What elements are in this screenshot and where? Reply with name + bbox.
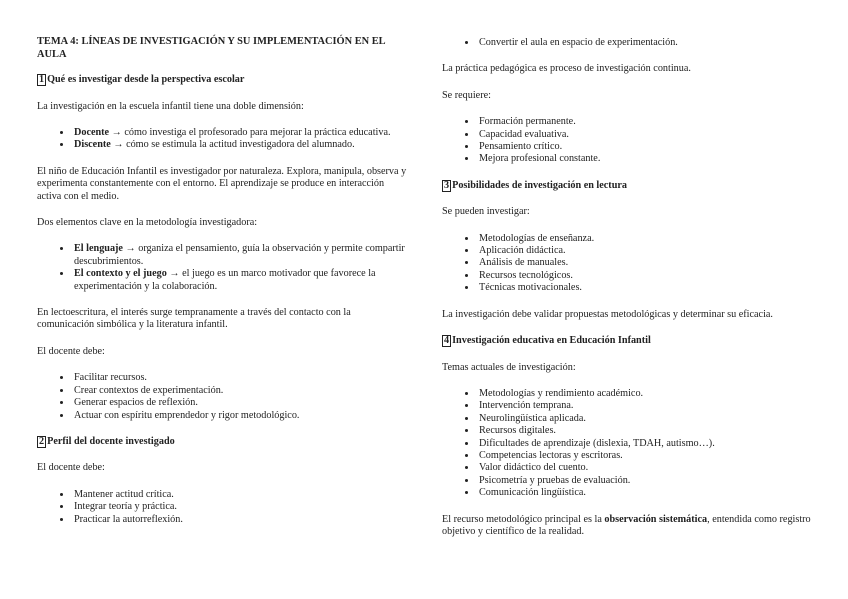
section-4-closing — [442, 514, 822, 539]
section-1-heading-text: Qué es investigar desde la perspectiva escolar — [47, 74, 245, 86]
section-number-4: 4 — [444, 335, 450, 347]
section-3-heading-text: Posibilidades de investigación en lectura — [452, 179, 627, 191]
section-1-paragraph: En lectoescritura, el interés surge tempranamente a través del contacto con la comunicación simbólica y la literatura infantil. — [37, 307, 351, 331]
section-4-heading — [442, 335, 822, 347]
list-item: • Psicometría y pruebas de evaluación. — [477, 475, 822, 487]
section-3-paragraph: La investigación debe validar propuestas metodológicas y determinar su eficacia. — [442, 308, 773, 320]
list-item: • Mantener actitud crítica. — [72, 489, 407, 501]
list-item: • Mejora profesional constante. — [477, 153, 822, 165]
elements-list — [37, 243, 407, 293]
list-item: • Crear contextos de experimentación. — [72, 385, 407, 397]
section-2-paragraph: La práctica pedagógica es proceso de investigación continua. — [442, 63, 691, 75]
teacher-profile-list — [37, 489, 407, 526]
list-item: • Metodologías y rendimiento académico. — [477, 388, 822, 400]
list-item: • Neurolingüística aplicada. — [477, 413, 822, 425]
list-item: • Competencias lectoras y escritoras. — [477, 450, 822, 462]
description: → el juego es un marco motivador que favorece la experimentación y la colaboración. — [74, 268, 376, 292]
section-number-3: 3 — [444, 180, 450, 192]
list-item: • Formación permanente. — [477, 116, 822, 128]
list-item: • Recursos digitales. — [477, 425, 822, 437]
closing-text: , entendida como registro objetivo y científico de la realidad. — [442, 513, 811, 537]
description: → organiza el pensamiento, guía la observación y permite compartir descubrimientos. — [74, 243, 405, 267]
list-item: • Análisis de manuales. — [477, 257, 822, 269]
term: El contexto y el juego — [74, 268, 167, 280]
closing-text: El recurso metodológico principal es la — [442, 513, 605, 525]
teacher-profile-list-continued — [442, 37, 822, 49]
list-item: • Técnicas motivacionales. — [477, 282, 822, 294]
list-item — [72, 139, 407, 151]
term: Discente — [74, 139, 111, 151]
requirements-list — [442, 116, 822, 166]
list-item — [72, 243, 407, 268]
list-item: • Recursos tecnológicos. — [477, 270, 822, 282]
list-item: • Pensamiento crítico. — [477, 141, 822, 153]
dimensions-list — [37, 127, 407, 152]
description: → cómo se estimula la actitud investigadora del alumnado. — [110, 139, 355, 151]
section-2-paragraph: Se requiere: — [442, 89, 491, 101]
list-item: • Comunicación lingüística. — [477, 487, 822, 499]
right-column — [442, 37, 822, 552]
section-1-intro: La investigación en la escuela infantil tiene una doble dimensión: — [37, 100, 304, 112]
document-title: TEMA 4: LÍNEAS DE INVESTIGACIÓN Y SU IMPLEMENTACIÓN EN EL AULA — [37, 36, 386, 60]
list-item: • Integrar teoría y práctica. — [72, 501, 407, 513]
section-2-heading — [37, 436, 407, 448]
list-item: • Actuar con espíritu emprendedor y rigor metodológico. — [72, 410, 407, 422]
list-item: • Facilitar recursos. — [72, 372, 407, 384]
duties-list — [37, 372, 407, 422]
closing-emphasis: observación sistemática — [604, 513, 708, 525]
description: → cómo investiga el profesorado para mejorar la práctica educativa. — [109, 127, 391, 138]
section-number-1: 1 — [39, 74, 45, 86]
section-4-heading-text: Investigación educativa en Educación Infantil — [452, 335, 651, 347]
section-number-2: 2 — [39, 436, 45, 448]
list-item — [72, 127, 407, 139]
list-item: • Metodologías de enseñanza. — [477, 233, 822, 245]
left-column — [37, 36, 407, 540]
section-4-intro: Temas actuales de investigación: — [442, 361, 576, 373]
list-item: • Convertir el aula en espacio de experimentación. — [477, 37, 822, 49]
list-item: • Generar espacios de reflexión. — [72, 397, 407, 409]
list-item: • Practicar la autorreflexión. — [72, 514, 407, 526]
section-1-paragraph: El docente debe: — [37, 345, 105, 357]
section-1-paragraph: El niño de Educación Infantil es investigador por naturaleza. Explora, manipula, observa y experimenta constantemente con el entorno. El aprendizaje se produce en interacción activa con el medio. — [37, 165, 407, 202]
section-3-intro: Se pueden investigar: — [442, 206, 530, 218]
section-2-intro: El docente debe: — [37, 462, 105, 474]
section-1-heading — [37, 74, 407, 86]
term: El lenguaje — [74, 243, 123, 255]
list-item: • Intervención temprana. — [477, 400, 822, 412]
section-2-heading-text: Perfil del docente investigado — [47, 435, 175, 447]
list-item: • Capacidad evaluativa. — [477, 129, 822, 141]
section-1-paragraph: Dos elementos clave en la metodología investigadora: — [37, 217, 258, 229]
list-item — [72, 268, 407, 293]
research-topics-list — [442, 388, 822, 500]
list-item: • Valor didáctico del cuento. — [477, 462, 822, 474]
reading-research-list — [442, 233, 822, 295]
term: Docente — [74, 127, 110, 138]
list-item: • Dificultades de aprendizaje (dislexia, TDAH, autismo…). — [477, 438, 822, 450]
list-item: • Aplicación didáctica. — [477, 245, 822, 257]
section-3-heading — [442, 180, 822, 192]
